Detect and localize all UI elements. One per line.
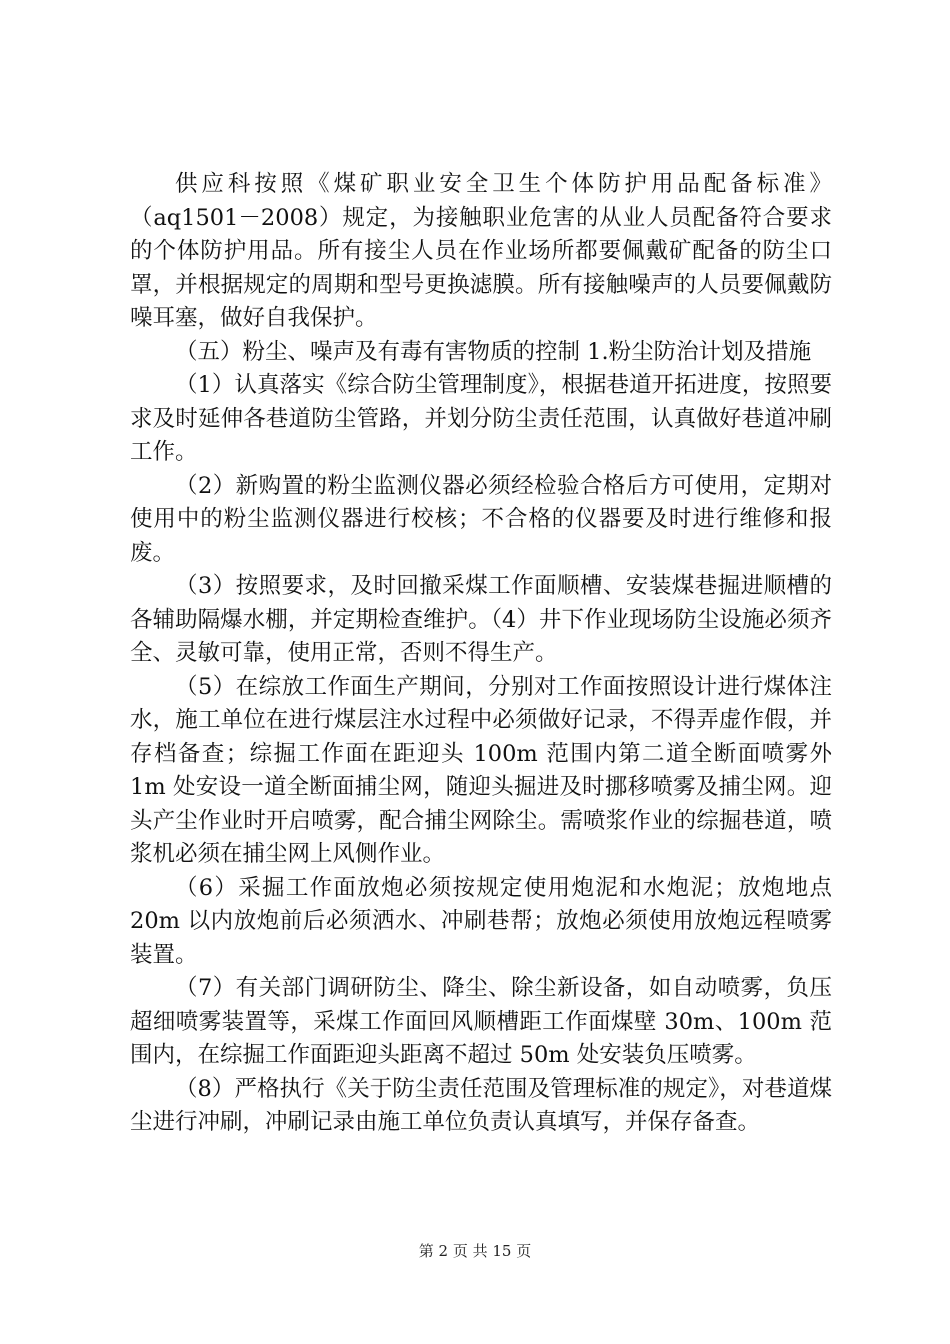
paragraph-item-7: （7）有关部门调研防尘、降尘、除尘新设备，如自动喷雾，负压超细喷雾装置等，采煤工作面回风顺槽距工作面煤壁 30m、100m 范围内，在综掘工作面距迎头距离不超过 50m 处安装负压喷雾。 <box>130 975 832 1068</box>
paragraph-item-5: （5）在综放工作面生产期间，分别对工作面按照设计进行煤体注水，施工单位在进行煤层注水过程中必须做好记录，不得弄虚作假，并存档备查；综掘工作面在距迎头 100m 范围内第二道全断面喷雾外 1m 处安设一道全断面捕尘网，随迎头掘进及时挪移喷雾及捕尘网。迎头产尘作业时开启喷雾，配合捕尘网除尘。需喷浆作业的综掘巷道，喷浆机必须在捕尘网上风侧作业。 <box>130 673 832 867</box>
document-body <box>130 168 832 1140</box>
paragraph-item-1: （1）认真落实《综合防尘管理制度》，根据巷道开拓进度，按照要求及时延伸各巷道防尘管路，并划分防尘责任范围，认真做好巷道冲刷工作。 <box>130 372 832 465</box>
paragraph-item-6: （6）采掘工作面放炮必须按规定使用炮泥和水炮泥；放炮地点 20m 以内放炮前后必须洒水、冲刷巷帮；放炮必须使用放炮远程喷雾装置。 <box>130 874 832 968</box>
paragraph-section-heading: （五）粉尘、噪声及有毒有害物质的控制 1.粉尘防治计划及措施 <box>175 338 812 365</box>
page-footer: 第 2 页 共 15 页 <box>418 1242 532 1260</box>
paragraph-item-3-4: （3）按照要求，及时回撤采煤工作面顺槽、安装煤巷掘进顺槽的各辅助隔爆水棚，并定期检查维护。（4）井下作业现场防尘设施必须齐全、灵敏可靠，使用正常，否则不得生产。 <box>130 573 832 666</box>
paragraph-item-8: （8）严格执行《关于防尘责任范围及管理标准的规定》，对巷道煤尘进行冲刷，冲刷记录由施工单位负责认真填写，并保存备查。 <box>130 1075 832 1135</box>
paragraph-item-2: （2）新购置的粉尘监测仪器必须经检验合格后方可使用，定期对使用中的粉尘监测仪器进行校核；不合格的仪器要及时进行维修和报废。 <box>130 472 832 566</box>
paragraph-ppe: 供应科按照《煤矿职业安全卫生个体防护用品配备标准》（aq1501－2008）规定，为接触职业危害的从业人员配备符合要求的个体防护用品。所有接尘人员在作业场所都要佩戴矿配备的防尘口罩，并根据规定的周期和型号更换滤膜。所有接触噪声的人员要佩戴防噪耳塞，做好自我保护。 <box>130 171 832 331</box>
